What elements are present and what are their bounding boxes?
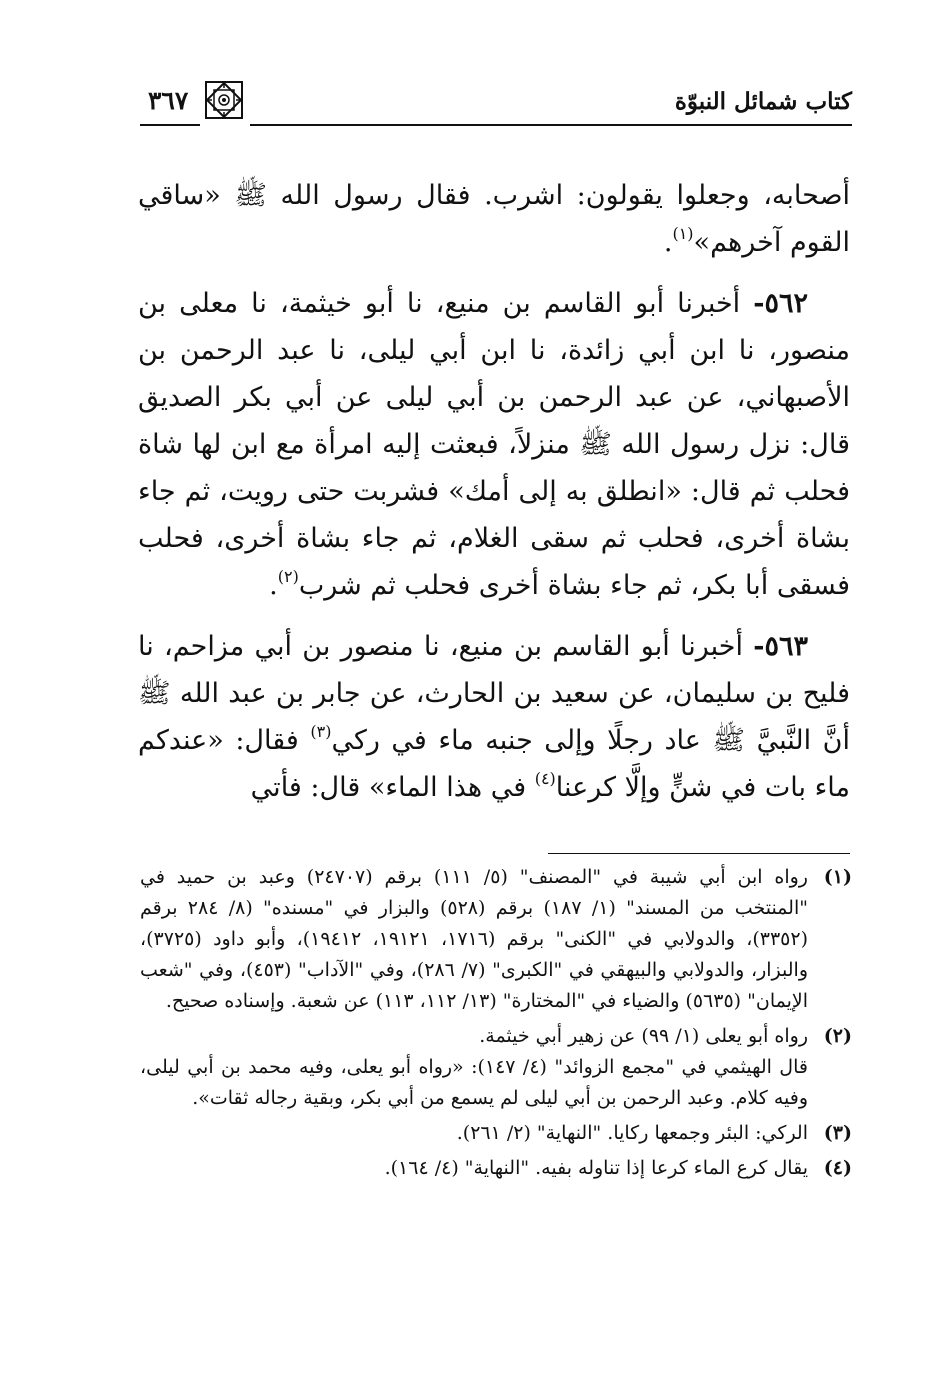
footnote-text: الركي: البئر وجمعها ركايا. "النهاية" (٢/ ٢٦١). — [456, 1122, 808, 1144]
footnote-mark: (٢) — [823, 1025, 852, 1047]
footnote-ref[interactable]: (١) — [672, 224, 694, 243]
header-rule-left — [140, 124, 200, 126]
footnote-2 — [140, 1021, 852, 1114]
footnote-mark: (٣) — [823, 1122, 852, 1144]
paragraph-text: فقال: «عندكم ماء بات في شنٍّ وإلَّا كرعنا — [138, 725, 850, 803]
page-header — [140, 78, 852, 128]
footnote-4 — [140, 1153, 852, 1184]
footnote-text: يقال كرع الماء كرعا إذا تناوله بفيه. "النهاية" (٤/ ١٦٤). — [384, 1157, 808, 1179]
paragraph-text: أخبرنا أبو القاسم بن منيع، نا أبو خيثمة، نا معلى بن منصور، نا ابن أبي زائدة، نا ابن أبي ليلى، نا عبد الرحمن بن الأصبهاني، عن عبد الرحمن بن أبي ليلى عن أبي بكر الصديق قال: نزل رسول الله ﷺ منزلاً، فبعثت إليه امرأة مع ابن لها شاة فحلب ثم قال: «انطلق به إلى أمك» فشربت حتى رويت، ثم جاء بشاة أخرى، فحلب ثم سقى الغلام، ثم جاء بشاة أخرى، فحلب فسقى أبا بكر، ثم جاء بشاة أخرى فحلب ثم شرب — [138, 288, 850, 601]
footnote-ref[interactable]: (٤) — [534, 769, 556, 788]
footnote-ref[interactable]: (٢) — [277, 567, 299, 586]
footnotes — [140, 862, 852, 1188]
paragraph-end: . — [269, 570, 278, 601]
footnote-3 — [140, 1118, 852, 1149]
book-title: كتاب شمائل النبوّة — [674, 88, 852, 115]
footnote-mark: (٤) — [823, 1157, 852, 1179]
paragraph-end: . — [663, 227, 673, 258]
hadith-paragraph-562 — [138, 280, 850, 609]
page-number: ٣٦٧ — [148, 86, 189, 115]
hadith-number: ٥٦٣- — [753, 631, 808, 662]
footnote-ref[interactable]: (٣) — [310, 722, 332, 741]
geometric-star-ornament-icon — [204, 80, 244, 120]
footnote-separator — [548, 853, 850, 854]
footnote-mark: (١) — [823, 866, 852, 888]
paragraph-text: أخبرنا أبو القاسم بن منيع، نا منصور بن أبي مزاحم، نا فليح بن سليمان، عن سعيد بن الحارث، عن جابر بن عبد الله ﷺ أنَّ النَّبيَّ ﷺ عاد رجلًا وإلى جنبه ماء في ركي — [138, 631, 850, 756]
hadith-number: ٥٦٢- — [753, 288, 808, 319]
paragraph-continued — [138, 172, 850, 266]
footnote-text: قال الهيثمي في "مجمع الزوائد" (٤/ ١٤٧): «رواه أبو يعلى، وفيه محمد بن أبي ليلى، وفيه كلام. وعبد الرحمن بن أبي ليلى لم يسمع من أبي بكر، وبقية رجاله ثقات». — [140, 1056, 808, 1109]
footnote-text: رواه أبو يعلى (١/ ٩٩) عن زهير أبي خيثمة. — [479, 1025, 808, 1047]
main-text — [138, 172, 850, 825]
footnote-text: رواه ابن أبي شيبة في "المصنف" (٥/ ١١١) برقم (٢٤٧٠٧) وعبد بن حميد في "المنتخب من المسند" (١/ ١٨٧) برقم (٥٢٨) والبزار في "مسنده" (٨/ ٢٨٤ برقم (٣٣٥٢)، والدولابي في "الكنى" برقم (١٧١٦، ١٩١٢١، ١٩٤١٢)، وأبو داود (٣٧٢٥)، والبزار، والدولابي والبيهقي في "الكبرى" (٧/ ٢٨٦)، وفي "الآداب" (٤٥٣)، وفي "شعب الإيمان" (٥٦٣٥) والضياء في "المختارة" (١٣/ ١١٢، ١١٣) عن شعبة. وإسناده صحيح. — [140, 866, 809, 1012]
hadith-paragraph-563 — [138, 623, 850, 811]
paragraph-text: أصحابه، وجعلوا يقولون: اشرب. فقال رسول الله ﷺ «ساقي القوم آخرهم» — [138, 180, 850, 258]
header-rule-right — [250, 124, 852, 126]
paragraph-text: في هذا الماء» قال: فأتي — [250, 772, 535, 803]
footnote-1 — [140, 862, 852, 1017]
